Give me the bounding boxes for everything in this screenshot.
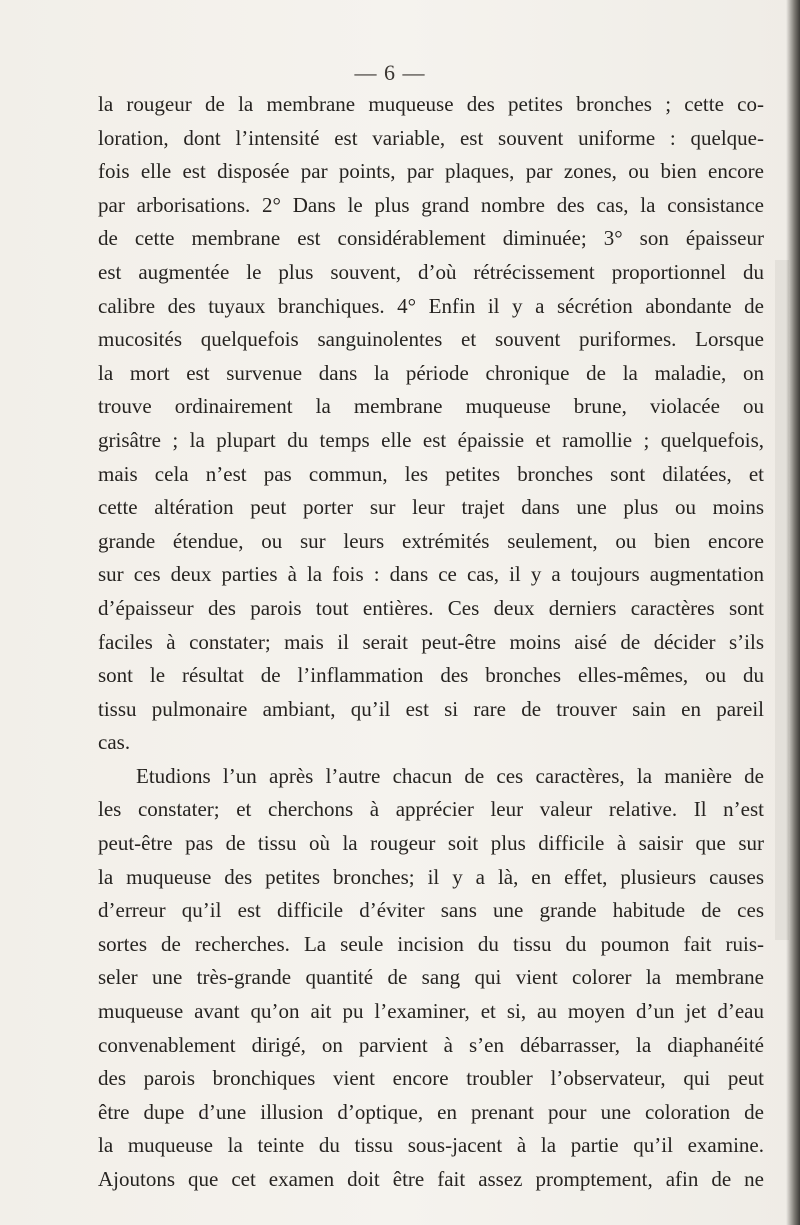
text-line: la rougeur de la membrane muqueuse des petites bronches ; cette co-: [98, 92, 764, 116]
text-line: est augmentée le plus souvent, d’où rétrécissement proportionnel du: [98, 259, 764, 284]
text-line: peut-être pas de tissu où la rougeur soit plus difficile à saisir que sur: [98, 831, 764, 856]
text-line: la muqueuse la teinte du tissu sous-jacent à la partie qu’il examine.: [98, 1133, 764, 1158]
text-line: la mort est survenue dans la période chronique de la maladie, on: [98, 360, 764, 385]
text-line: sortes de recherches. La seule incision du tissu du poumon fait ruis-: [98, 931, 764, 956]
text-line: trouve ordinairement la membrane muqueuse brune, violacée ou: [98, 394, 764, 419]
paragraph-2: [98, 760, 764, 1197]
paragraph-1: [98, 88, 764, 760]
text-line: seler une très-grande quantité de sang qui vient colorer la membrane: [98, 965, 764, 990]
text-line: grande étendue, ou sur leurs extrémités seulement, ou bien encore: [98, 528, 764, 553]
text-line: mucosités quelquefois sanguinolentes et souvent puriformes. Lorsque: [98, 327, 764, 352]
text-line: d’épaisseur des parois tout entières. Ces deux derniers caractères sont: [98, 595, 764, 620]
text-line: être dupe d’une illusion d’optique, en prenant pour une coloration de: [98, 1099, 764, 1124]
text-line: cette altération peut porter sur leur trajet dans une plus ou moins: [98, 495, 764, 520]
text-line: loration, dont l’intensité est variable, est souvent uniforme : quelque-: [98, 125, 764, 150]
text-line: cas.: [98, 730, 131, 755]
text-line: fois elle est disposée par points, par plaques, par zones, ou bien encore: [98, 159, 764, 184]
text-line: muqueuse avant qu’on ait pu l’examiner, et si, au moyen d’un jet d’eau: [98, 999, 764, 1024]
text-line: tissu pulmonaire ambiant, qu’il est si rare de trouver sain en pareil: [98, 696, 764, 721]
text-line: Ajoutons que cet examen doit être fait assez promptement, afin de ne: [98, 1167, 764, 1191]
text-line: calibre des tuyaux branchiques. 4° Enfin il y a sécrétion abondante de: [98, 293, 764, 318]
body-text: [98, 88, 764, 1197]
text-line: grisâtre ; la plupart du temps elle est épaissie et ramollie ; quelquefois,: [98, 427, 764, 452]
margin-stain: [775, 260, 789, 940]
text-line: mais cela n’est pas commun, les petites bronches sont dilatées, et: [98, 461, 764, 486]
page-number: — 6 —: [354, 60, 426, 85]
text-line: convenablement dirigé, on parvient à s’en débarrasser, la diaphanéité: [98, 1032, 764, 1057]
text-line: faciles à constater; mais il serait peut-être moins aisé de décider s’ils: [98, 629, 764, 654]
text-line: sur ces deux parties à la fois : dans ce cas, il y a toujours augmentation: [98, 562, 764, 587]
text-line: la muqueuse des petites bronches; il y a là, en effet, plusieurs causes: [98, 864, 764, 889]
text-line: par arborisations. 2° Dans le plus grand nombre des cas, la consistance: [98, 192, 764, 217]
text-line: sont le résultat de l’inflammation des bronches elles-mêmes, ou du: [98, 663, 764, 688]
text-line: d’erreur qu’il est difficile d’éviter sans une grande habitude de ces: [98, 898, 764, 923]
text-line: les constater; et cherchons à apprécier leur valeur relative. Il n’est: [98, 797, 764, 822]
text-line: de cette membrane est considérablement diminuée; 3° son épaisseur: [98, 226, 764, 251]
text-line: Etudions l’un après l’autre chacun de ces caractères, la manière de: [136, 763, 764, 788]
text-line: des parois bronchiques vient encore troubler l’observateur, qui peut: [98, 1066, 764, 1091]
